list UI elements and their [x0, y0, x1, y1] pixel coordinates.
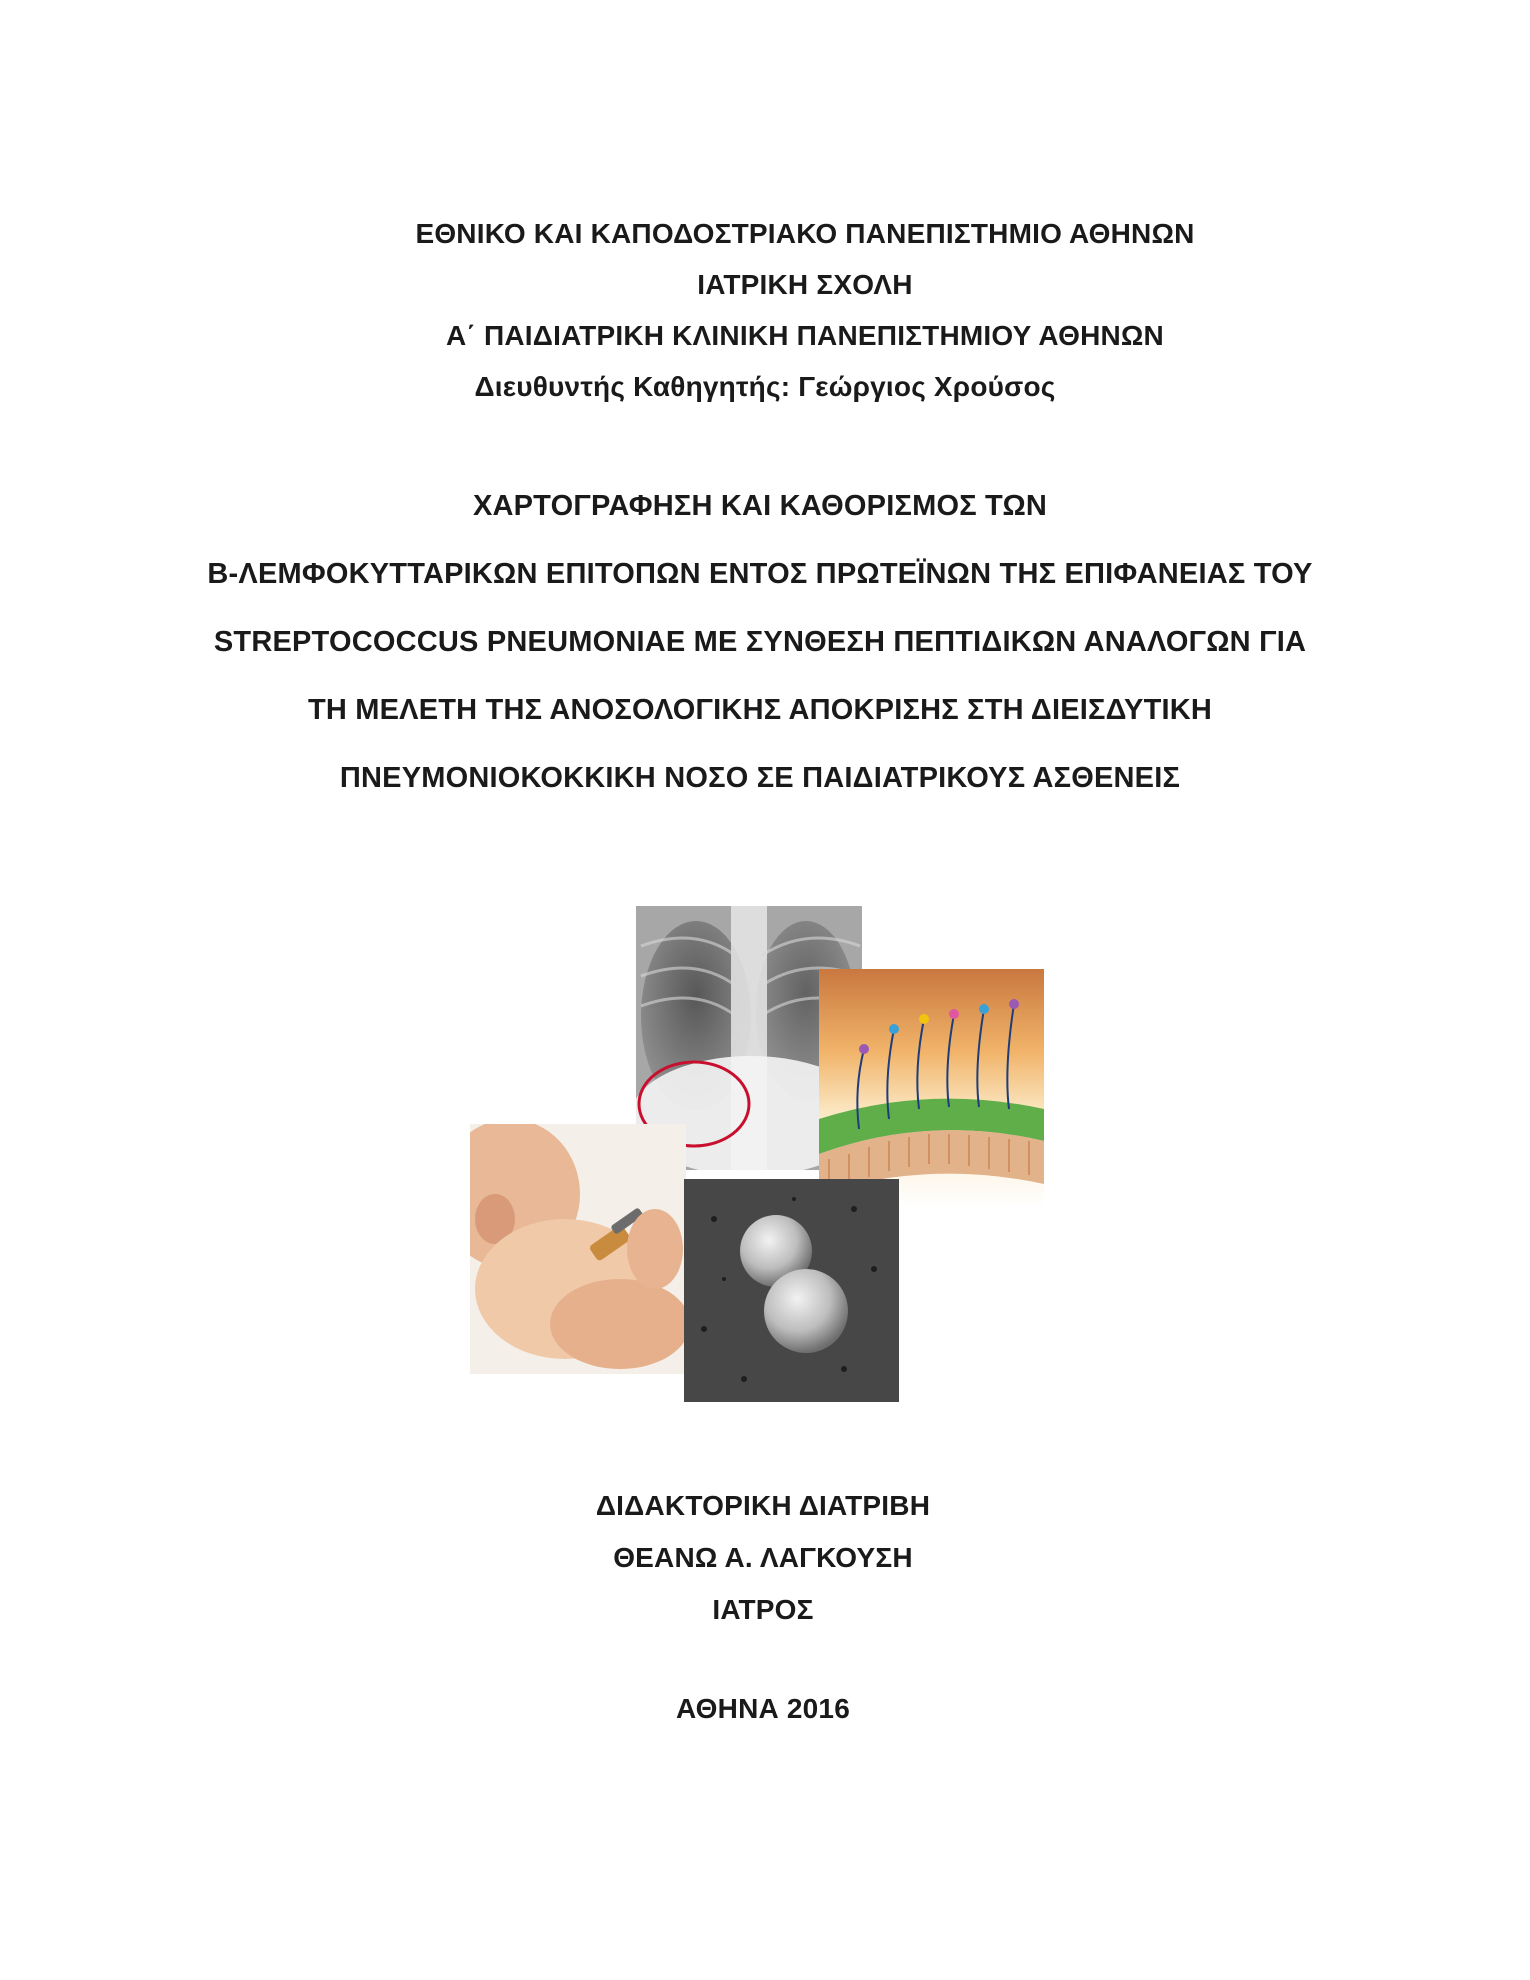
title-line-4: ΤΗ ΜΕΛΕΤΗ ΤΗΣ ΑΝΟΣΟΛΟΓΙΚΗΣ ΑΠΟΚΡΙΣΗΣ ΣΤΗ ΔΙΕΙΣΔΥΤΙΚΗ: [307, 694, 1213, 726]
director-line: Διευθυντής Καθηγητής: Γεώργιος Χρούσος: [474, 371, 1056, 402]
pneumococcus-micrograph-image: [684, 1179, 899, 1402]
infant-vaccination-image: [470, 1124, 686, 1374]
thesis-type: ΔΙΔΑΚΤΟΡΙΚΗ ΔΙΑΤΡΙΒΗ: [595, 1490, 931, 1521]
place-year: ΑΘΗΝΑ 2016: [676, 1693, 850, 1724]
university-name: ΕΘΝΙΚΟ ΚΑΙ ΚΑΠΟΔΟΣΤΡΙΑΚΟ ΠΑΝΕΠΙΣΤΗΜΙΟ ΑΘΗΝΩΝ: [415, 218, 1195, 249]
clinic-name: Α΄ ΠΑΙΔΙΑΤΡΙΚΗ ΚΛΙΝΙΚΗ ΠΑΝΕΠΙΣΤΗΜΙΟΥ ΑΘΗΝΩΝ: [446, 320, 1164, 351]
title-line-1: ΧΑΡΤΟΓΡΑΦΗΣΗ ΚΑΙ ΚΑΘΟΡΙΣΜΟΣ ΤΩΝ: [472, 490, 1048, 522]
cell-membrane-image: [819, 969, 1044, 1207]
school-name: ΙΑΤΡΙΚΗ ΣΧΟΛΗ: [697, 269, 913, 300]
title-line-3: STREPTOCOCCUS PNEUMONIAE ΜΕ ΣΥΝΘΕΣΗ ΠΕΠΤΙΔΙΚΩΝ ΑΝΑΛΟΓΩΝ ΓΙΑ: [213, 626, 1307, 658]
title-line-2: Β-ΛΕΜΦΟΚΥΤΤΑΡΙΚΩΝ ΕΠΙΤΟΠΩΝ ΕΝΤΟΣ ΠΡΩΤΕΪΝΩΝ ΤΗΣ ΕΠΙΦΑΝΕΙΑΣ ΤΟΥ: [207, 558, 1313, 590]
author-profession: ΙΑΤΡΟΣ: [712, 1594, 814, 1625]
cell-membrane-graphic: [819, 969, 1044, 1207]
infant-vaccination-graphic: [470, 1124, 686, 1374]
pneumococcus-micrograph-graphic: [684, 1179, 899, 1402]
author-name: ΘΕΑΝΩ Α. ΛΑΓΚΟΥΣΗ: [613, 1542, 913, 1573]
title-line-5: ΠΝΕΥΜΟΝΙΟΚΟΚΚΙΚΗ ΝΟΣΟ ΣΕ ΠΑΙΔΙΑΤΡΙΚΟΥΣ ΑΣΘΕΝΕΙΣ: [339, 762, 1181, 794]
